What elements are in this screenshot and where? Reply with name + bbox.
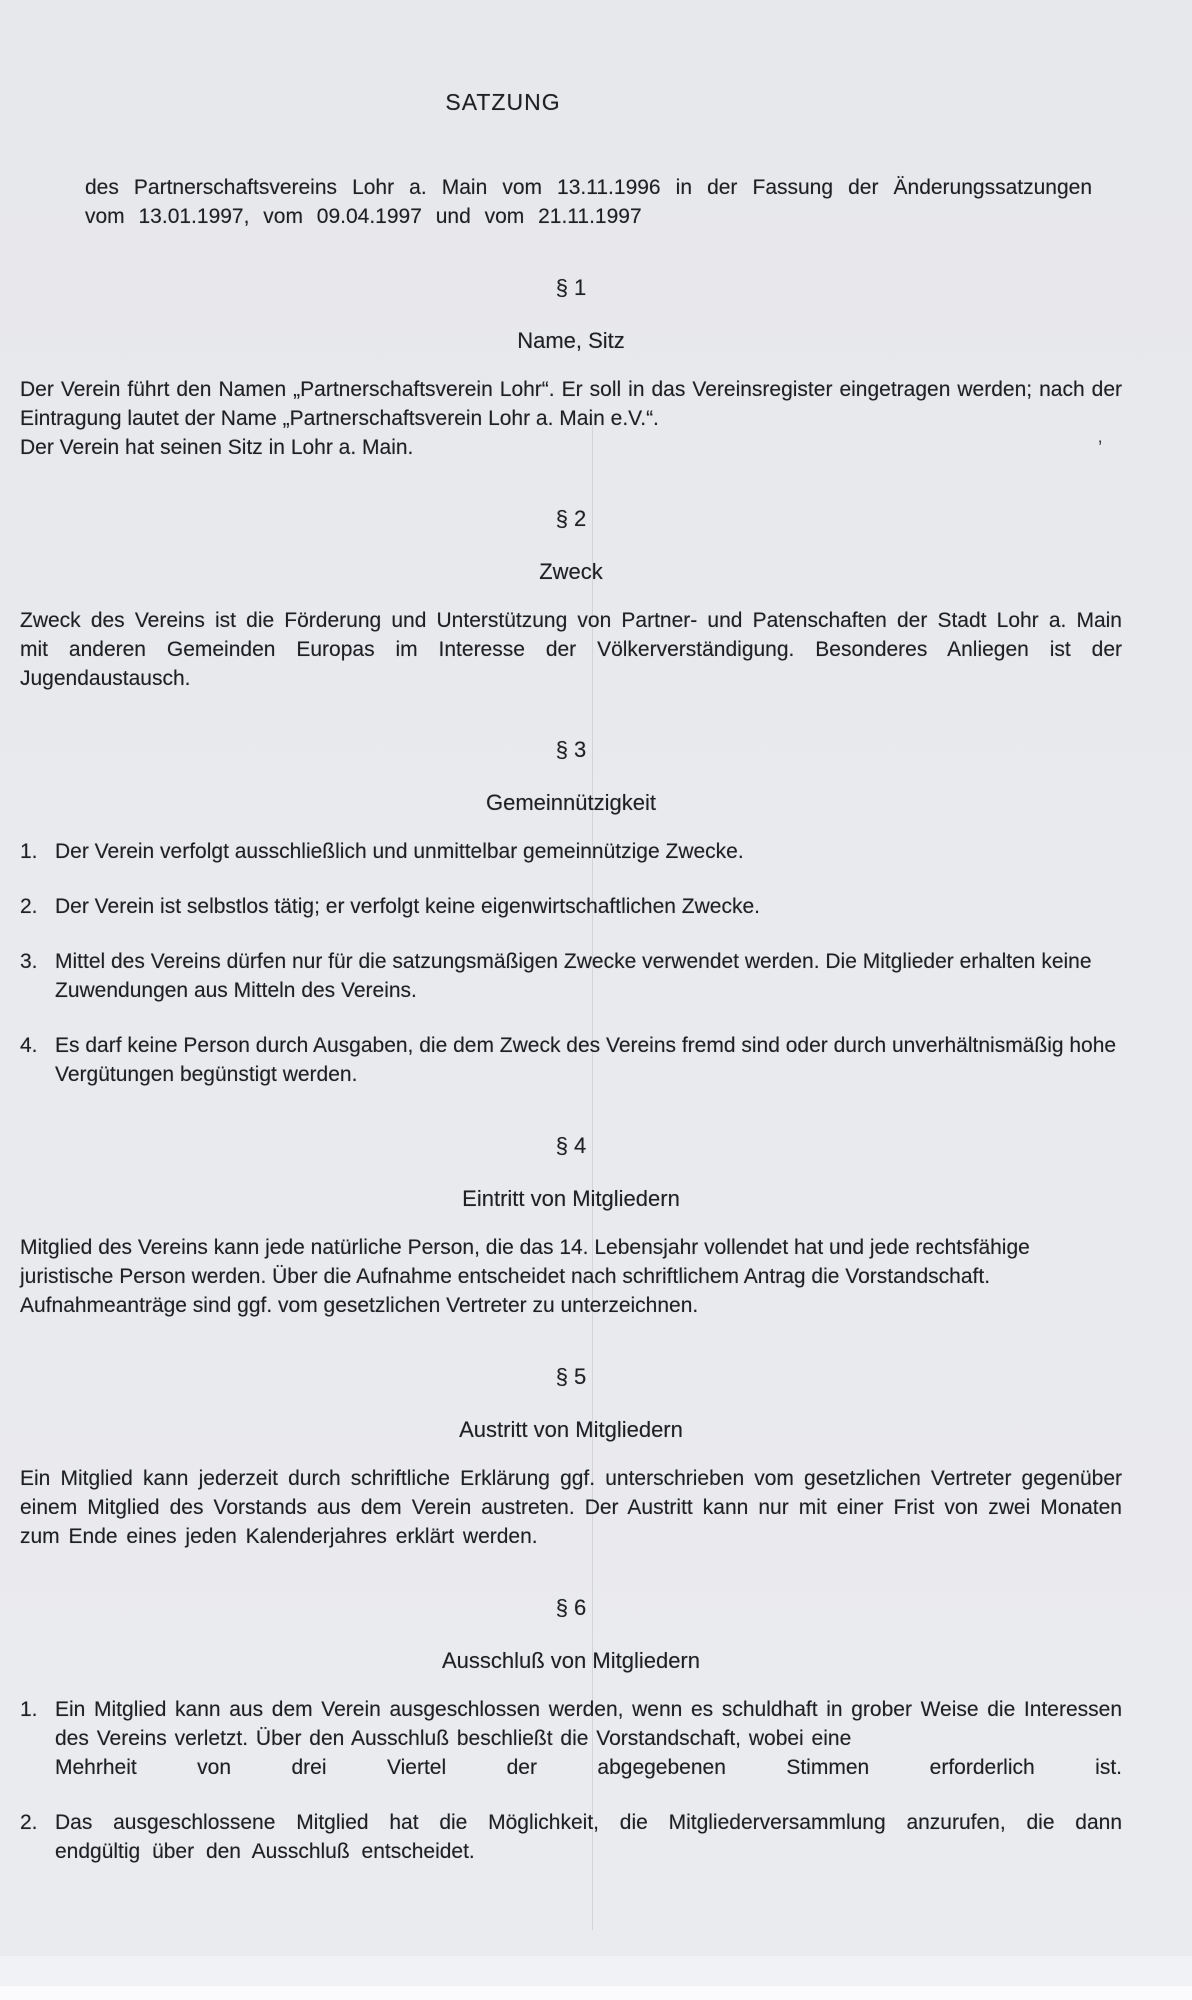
list-item bbox=[20, 892, 1122, 921]
item-number: 3. bbox=[20, 950, 38, 973]
scan-speck-mark: ’ bbox=[1098, 438, 1103, 459]
section-4-number: § 4 bbox=[555, 1133, 587, 1158]
item-text: Es darf keine Person durch Ausgaben, die dem Zweck des Vereins fremd sind oder durch unverhältnismäßig hohe Vergütungen begünstigt werden. bbox=[55, 1034, 1117, 1086]
scan-bottom-band bbox=[0, 1956, 1192, 1986]
item-text: Mittel des Vereins dürfen nur für die satzungsmäßigen Zwecke verwendet werden. Die Mitglieder erhalten keine Zuwendungen aus Mitteln des Vereins. bbox=[55, 950, 1092, 1002]
item-number: 1. bbox=[20, 1698, 38, 1721]
item-number: 1. bbox=[20, 840, 38, 863]
section-4-heading: Eintritt von Mitgliedern bbox=[462, 1186, 680, 1211]
list-item bbox=[20, 1695, 1122, 1782]
section-2-heading: Zweck bbox=[539, 559, 603, 584]
section-3 bbox=[20, 735, 1122, 1089]
list-item bbox=[20, 947, 1122, 1005]
section-1-paragraph-2: Der Verein hat seinen Sitz in Lohr a. Main. bbox=[20, 436, 414, 459]
item-number: 2. bbox=[20, 1811, 38, 1834]
section-5-number: § 5 bbox=[555, 1364, 587, 1389]
intro-paragraph: des Partnerschaftsvereins Lohr a. Main vom 13.11.1996 in der Fassung der Änderungssatzungen vom 13.01.1997, vom 09.04.1997 und vom 21.11.1997 bbox=[85, 176, 1092, 228]
item-text: Das ausgeschlossene Mitglied hat die Möglichkeit, die Mitgliederversammlung anzurufen, die dann endgültig über den Ausschluß entscheidet. bbox=[55, 1811, 1122, 1863]
item-number: 2. bbox=[20, 895, 38, 918]
scan-bottom-edge bbox=[0, 1986, 1192, 2000]
section-5-heading: Austritt von Mitgliedern bbox=[459, 1417, 683, 1442]
item-text-justified-line: Mehrheit von drei Viertel der abgegebenen Stimmen erforderlich ist. bbox=[55, 1756, 1122, 1779]
section-1 bbox=[20, 273, 1122, 462]
section-2-paragraph: Zweck des Vereins ist die Förderung und Unterstützung von Partner- und Patenschaften der Stadt Lohr a. Main mit anderen Gemeinden Europas im Interesse der Völkerverständigung. Besonderes Anliegen ist der Jugendaustausch. bbox=[20, 609, 1122, 690]
section-6 bbox=[20, 1593, 1122, 1866]
item-text-body: Ein Mitglied kann aus dem Verein ausgeschlossen werden, wenn es schuldhaft in grober Weise die Interessen des Vereins verletzt. Über den Ausschluß beschließt die Vorstandschaft, wobei eine bbox=[55, 1698, 1122, 1750]
section-1-paragraph: Der Verein führt den Namen „Partnerschaftsverein Lohr“. Er soll in das Vereinsregister eingetragen werden; nach der Eintragung lautet der Name „Partnerschaftsverein Lohr a. Main e.V.“. bbox=[20, 378, 1122, 430]
document-content bbox=[20, 0, 1122, 1866]
section-1-heading: Name, Sitz bbox=[517, 328, 625, 353]
section-6-heading: Ausschluß von Mitgliedern bbox=[441, 1648, 700, 1673]
item-text bbox=[55, 1695, 1122, 1782]
section-6-number: § 6 bbox=[555, 1595, 587, 1620]
list-item bbox=[20, 837, 1122, 866]
section-5 bbox=[20, 1362, 1122, 1551]
section-2-number: § 2 bbox=[555, 506, 587, 531]
list-item bbox=[20, 1808, 1122, 1866]
item-text: Der Verein verfolgt ausschließlich und unmittelbar gemeinnützige Zwecke. bbox=[55, 840, 744, 863]
section-3-number: § 3 bbox=[555, 737, 587, 762]
section-2 bbox=[20, 504, 1122, 693]
list-item bbox=[20, 1031, 1122, 1089]
section-3-heading: Gemeinnützigkeit bbox=[486, 790, 656, 815]
item-text: Der Verein ist selbstlos tätig; er verfolgt keine eigenwirtschaftlichen Zwecke. bbox=[55, 895, 760, 918]
item-number: 4. bbox=[20, 1034, 38, 1057]
section-4 bbox=[20, 1131, 1122, 1320]
section-1-number: § 1 bbox=[555, 275, 587, 300]
document-title: SATZUNG bbox=[445, 89, 561, 115]
section-4-paragraph: Mitglied des Vereins kann jede natürliche Person, die das 14. Lebensjahr vollendet hat und jede rechtsfähige juristische Person werden. Über die Aufnahme entscheidet nach schriftlichem Antrag die Vorstandschaft. Aufnahmeanträge sind ggf. vom gesetzlichen Vertreter zu unterzeichnen. bbox=[20, 1236, 1030, 1317]
section-5-paragraph: Ein Mitglied kann jederzeit durch schriftliche Erklärung ggf. unterschrieben vom gesetzlichen Vertreter gegenüber einem Mitglied des Vorstands aus dem Verein austreten. Der Austritt kann nur mit einer Frist von zwei Monaten zum Ende eines jeden Kalenderjahres erklärt werden. bbox=[20, 1467, 1122, 1548]
